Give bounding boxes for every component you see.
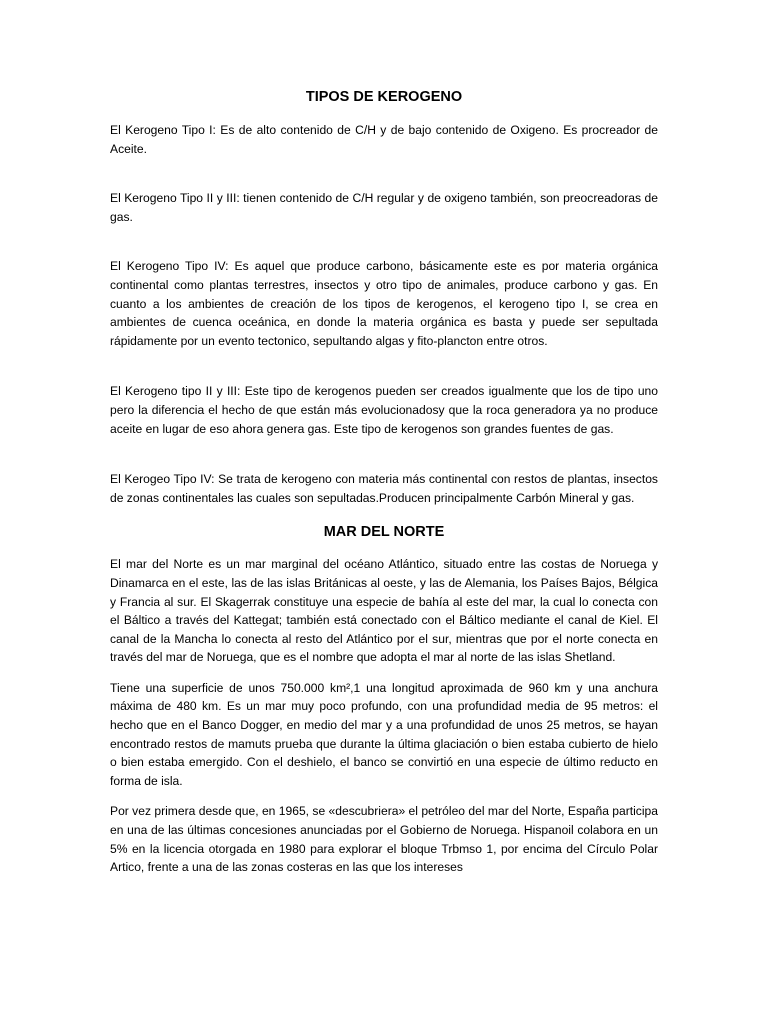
paragraph-text: tienen contenido de C/H regular y de oxigeno también, son preocreadoras de gas.: [110, 191, 658, 224]
paragraph-kerogeno-tipo-4: [110, 257, 658, 350]
paragraph-kerogeno-tipo-4-ambiente: [110, 470, 658, 507]
section-title-mar-del-norte: MAR DEL NORTE: [323, 524, 445, 541]
paragraph-lead: El Kerogeo Tipo IV:: [110, 472, 215, 487]
paragraph-lead: El Kerogeno Tipo II y III:: [110, 191, 240, 206]
paragraph-mar-del-norte-petroleo: Por vez primera desde que, en 1965, se «descubriera» el petróleo del mar del Norte, España participa en una de las últimas concesiones anunciadas por el Gobierno de Noruega. Hispanoil colabora en un 5% en la licencia otorgada en 1980 para explorar el bloque Trbmso 1, por encima del Círculo Polar Artico, frente a una de las zonas costeras en las que los intereses: [110, 804, 658, 875]
paragraph-text: Este tipo de kerogenos pueden ser creados igualmente que los de tipo uno pero la diferencia el hecho de que están más evolucionadosy que la roca generadora ya no produce aceite en lugar de eso ahora genera gas. Este tipo de kerogenos son grandes fuentes de gas.: [110, 384, 659, 436]
paragraph-kerogeno-tipo-2-3: [110, 189, 658, 226]
paragraph-mar-del-norte-superficie: Tiene una superficie de unos 750.000 km²,1 una longitud aproximada de 960 km y una anchura máxima de 480 km. Es un mar muy poco profundo, con una profundidad media de 95 metros: el hecho que en el Banco Dogger, en medio del mar y a una profundidad de unos 25 metros, se hayan encontrado restos de mamuts prueba que durante la última glaciación o bien estaba cubierto de hielo o bien estaba emergido. Con el deshielo, el banco se convirtió en una especie de último reducto en forma de isla.: [110, 680, 658, 788]
paragraph-text: Es aquel que produce carbono, básicamente este es por materia orgánica continental como plantas terrestres, insectos y otro tipo de animales, produce carbono y gas. En cuanto a los ambientes de creación de los tipos de kerogenos, el kerogeno tipo I, se crea en ambientes de cuenca oceánica, en donde la materia orgánica es basta y puede ser sepultada rápidamente por un evento tectonico, sepultando algas y fito-plancton entre otros.: [110, 259, 658, 348]
paragraph-mar-del-norte-geografia: El mar del Norte es un mar marginal del océano Atlántico, situado entre las costas de Noruega y Dinamarca en el este, las de las islas Británicas al oeste, y las de Alemania, los Países Bajos, Bélgica y Francia al sur. El Skagerrak constituye una especie de bahía al este del mar, la cual lo conecta con el Báltico a través del Kattegat; también está conectado con el Báltico mediante el canal de Kiel. El canal de la Mancha lo conecta al resto del Atlántico por el sur, mientras que por el norte conecta en través del mar de Noruega, que es el nombre que adopta el mar al norte de las islas Shetland.: [110, 557, 658, 665]
paragraph-lead: El Kerogeno Tipo IV:: [110, 259, 229, 274]
paragraph-lead: El Kerogeno Tipo I:: [110, 123, 216, 137]
paragraph-text: Es de alto contenido de C/H y de bajo contenido de Oxigeno. Es procreador de Aceite.: [110, 123, 658, 156]
paragraph-lead: El Kerogeno tipo II y III:: [110, 384, 241, 399]
paragraph-kerogeno-tipo-2-3-ambiente: [110, 382, 658, 438]
document-body: [110, 88, 658, 877]
section-title-kerogeno: TIPOS DE KEROGENO: [305, 89, 463, 105]
paragraph-kerogeno-tipo-1: [110, 121, 658, 158]
paragraph-text: Se trata de kerogeno con materia más continental con restos de plantas, insectos de zonas continentales las cuales son sepultadas.Producen principalmente Carbón Mineral y gas.: [110, 472, 658, 505]
